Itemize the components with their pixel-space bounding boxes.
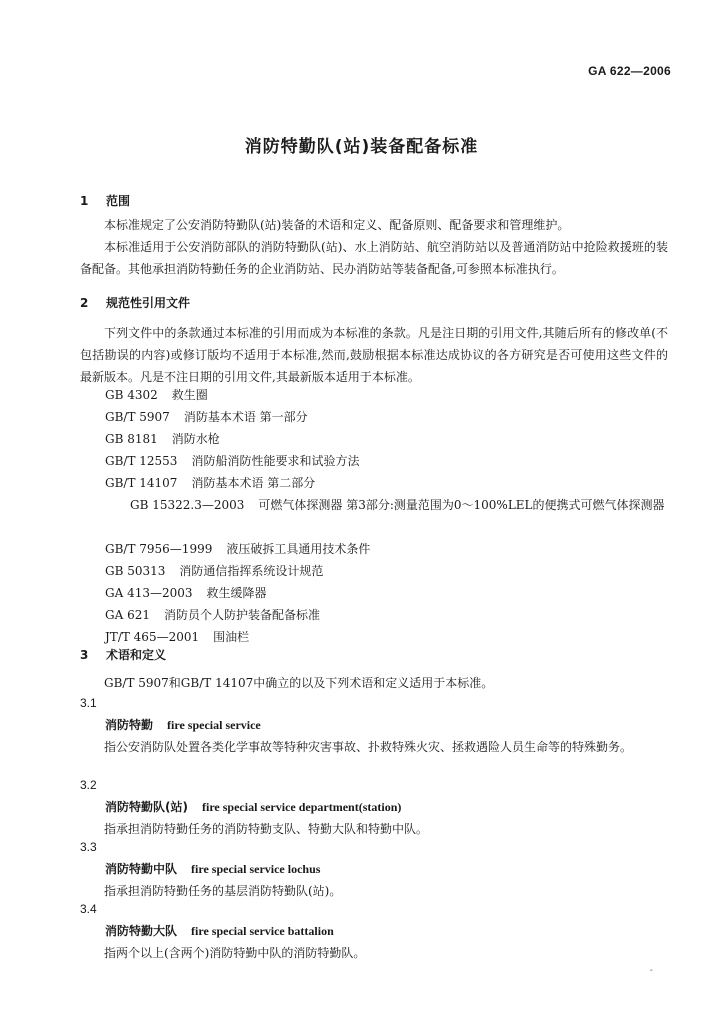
term-zh: 消防特勤中队 [105,862,178,876]
section-number: 1 [80,194,89,208]
reference-name: 消防船消防性能要求和试验方法 [191,454,360,468]
term-en: fire special service department(station) [201,800,402,814]
reference-code: GB/T 5907 [105,410,170,424]
term-number: 3.3 [80,840,97,854]
reference-name: 可燃气体探测器 第3部分:测量范围为0～100%LEL的便携式可燃气体探测器 [258,498,665,512]
reference-name: 围油栏 [213,630,250,644]
term-number: 3.2 [80,778,97,792]
page-mark: - [649,965,653,976]
term-zh: 消防特勤 [105,718,154,732]
reference-code: GB 50313 [105,564,166,578]
reference-name: 消防水枪 [171,432,220,446]
section-number: 2 [80,296,89,310]
reference-item [105,428,668,450]
section-title: 规范性引用文件 [106,296,191,310]
reference-name: 消防基本术语 第二部分 [191,476,316,490]
term-en: fire special service [167,718,261,732]
reference-name: 救生缓降器 [206,586,267,600]
term-entry [105,860,320,877]
reference-item [105,406,668,428]
reference-item [105,582,668,604]
terms-intro: GB/T 5907和GB/T 14107中确立的以及下列术语和定义适用于本标准。 [104,676,494,690]
term-zh: 消防特勤大队 [105,924,178,938]
term-number: 3.4 [80,902,97,916]
reference-name: 消防员个人防护装备配备标准 [163,608,320,622]
section-title: 范围 [106,194,131,208]
term-number: 3.1 [80,696,97,710]
reference-code: GB/T 14107 [105,476,178,490]
section-heading-references [80,294,190,311]
scope-paragraph-1: 本标准规定了公安消防特勤队(站)装备的术语和定义、配备原则、配备要求和管理维护。 [104,218,570,232]
reference-item [105,560,668,582]
reference-code: GA 621 [105,608,150,622]
reference-name: 消防通信指挥系统设计规范 [179,564,324,578]
term-definition: 指承担消防特勤任务的基层消防特勤队(站)。 [104,884,342,898]
term-entry [105,716,261,733]
reference-code: GB 8181 [105,432,158,446]
reference-item [105,450,668,472]
reference-code: GB 4302 [105,388,158,402]
reference-item [105,626,668,648]
document-title: 消防特勤队(站)装备配备标准 [244,137,479,157]
reference-code: GB/T 12553 [105,454,178,468]
reference-name: 消防基本术语 第一部分 [183,410,308,424]
reference-code: JT/T 465—2001 [105,630,200,644]
reference-name: 液压破拆工具通用技术条件 [226,542,371,556]
scope-paragraph-2: 本标准适用于公安消防部队的消防特勤队(站)、水上消防站、航空消防站以及普通消防站中抢险救援班的装备配备。其他承担消防特勤任务的企业消防站、民办消防站等装备配备,可参照本标准执行。 [80,240,668,276]
reference-item [105,472,668,494]
reference-item [105,538,668,560]
term-entry [105,922,334,939]
reference-code: GB/T 7956—1999 [105,542,213,556]
reference-code: GA 413—2003 [105,586,193,600]
term-en: fire special service lochus [191,862,321,876]
term-en: fire special service battalion [191,924,334,938]
section-heading-scope [80,192,130,209]
term-zh: 消防特勤队(站) [105,800,188,814]
term-entry [105,798,401,815]
section-number: 3 [80,648,89,662]
reference-item [80,494,668,516]
reference-item [105,384,668,406]
term-definition: 指两个以上(含两个)消防特勤中队的消防特勤队。 [104,946,366,960]
references-intro: 下列文件中的条款通过本标准的引用而成为本标准的条款。凡是注日期的引用文件,其随后所有的修改单(不包括勘误的内容)或修订版均不适用于本标准,然而,鼓励根据本标准达成协议的各方研究是否可使用这些文件的最新版本。凡是不注日期的引用文件,其最新版本适用于本标准。 [80,326,668,384]
section-heading-terms [80,646,166,663]
section-title: 术语和定义 [106,648,167,662]
term-definition: 指承担消防特勤任务的消防特勤支队、特勤大队和特勤中队。 [104,822,429,836]
reference-code: GB 15322.3—2003 [130,498,245,512]
reference-name: 救生圈 [171,388,208,402]
standard-code: GA 622—2006 [588,64,671,78]
term-definition: 指公安消防队处置各类化学事故等特种灾害事故、扑救特殊火灾、拯救遇险人员生命等的特殊勤务。 [104,740,633,754]
reference-item [105,604,668,626]
